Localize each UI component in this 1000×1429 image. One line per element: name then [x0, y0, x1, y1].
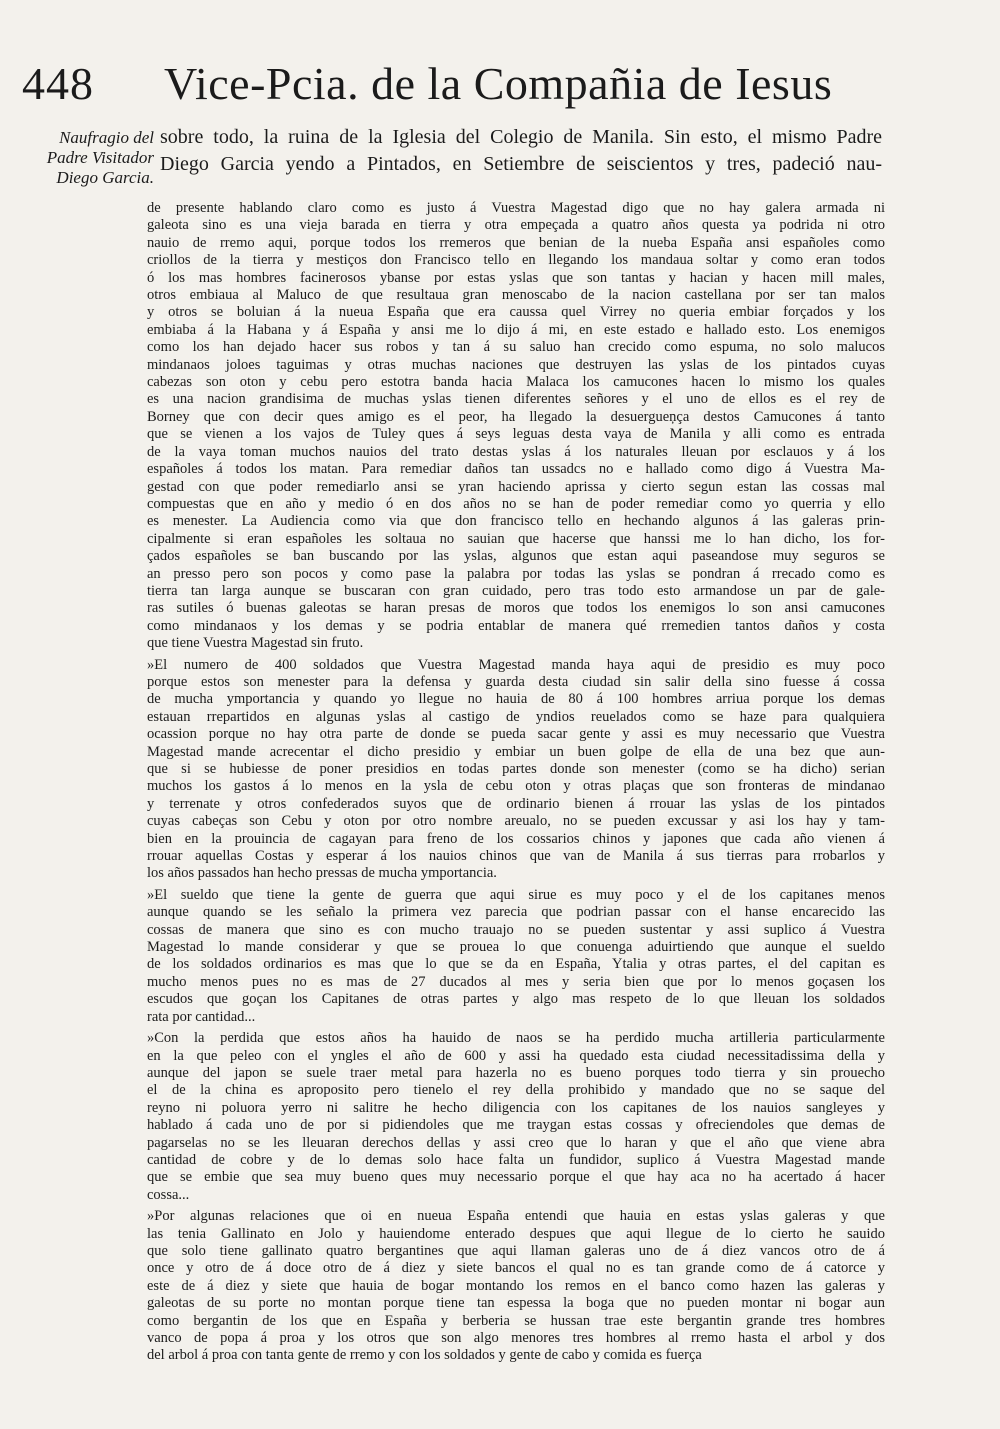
- text-line: bien en la prouincia de cagayan para freno de los cossarios chinos y japones que cada año vienen á: [147, 830, 885, 847]
- text-line: cipalmente si eran españoles les soltaua no sauian que hacerse que hanssi me lo han dicho, los for-: [147, 530, 885, 547]
- text-line: an presso pero son pocos y como pase la palabra por todas las yslas se pondran á rrecado como es: [147, 565, 885, 582]
- text-line: que se embie que sea muy bueno ques muy necessario porque el que hay aca no ha acertado á hacer: [147, 1169, 885, 1186]
- text-line: el de la china es aproposito pero tienelo el rey della prohibido y mandado que no se saque del: [147, 1082, 885, 1099]
- text-line: escudos que goçan los Capitanes de otras partes y algo mas respeto de lo que lleuan los soldados: [147, 991, 885, 1008]
- text-line: es una nacion grandisima de muchas yslas tienen diferentes señores y el uno de ellos es el rey de: [147, 391, 885, 408]
- text-line: hablado á cada uno de por si pidiendoles que me traygan estas cossas y ofreciendoles que demas de: [147, 1117, 885, 1134]
- text-line: galeotas de su porte no montan porque tiene tan espessa la boga que no pueden montar ni bogar aun: [147, 1295, 885, 1312]
- text-line: los años passados han hecho pressas de mucha ymportancia.: [147, 865, 497, 882]
- text-line: pagarselas no se les lleuaran derechos dellas y assi creo que lo haran y que el año que viene abra: [147, 1134, 885, 1151]
- margin-note-line: Diego Garcia.: [56, 168, 154, 187]
- text-line: tierra tan larga aunque se buscaran con gran cuidado, pero tras todo esto armandose un par de gale-: [147, 582, 885, 599]
- text-line: mindanaos joloes taguimas y otras muchas naciones que destruyen las yslas de los pintados cuyas: [147, 356, 885, 373]
- text-line: compuestas que en año y medio ó en dos años no se han de poder remediar como yo querria y ello: [147, 495, 885, 512]
- text-line: cuyas cabeças son Cebu y oton por otro nombre areualo, no se pueden excussar y asi los hay y tam-: [147, 813, 885, 830]
- text-line: nauio de rremo aqui, porque todos los rremeros que benian de la nueba España ansi españoles como: [147, 234, 885, 251]
- text-line: como mindanaos y los demas y se podria entablar de manera qué rremedien tantos daños y costa: [147, 617, 885, 634]
- text-line: criollos de la tierra y mestiços don Francisco tello en llegando los mandaua soltar y como eran todos: [147, 252, 885, 269]
- text-line: que si se hubiesse de poner presidios en todas partes donde son menester (como se ha dicho) serian: [147, 761, 885, 777]
- text-line: porque estos son menester para la defensa y guarda desta ciudad sin salir della sino fuesse á cossa: [147, 673, 885, 690]
- text-line: como bergantin de los que en España y berberia se hussan trae este bergantin grande tres hombres: [147, 1312, 885, 1329]
- text-line: muchos los gastos á lo menos en la ysla de cebu oton y otras plaças que son fronteras de mindanao: [147, 778, 885, 795]
- text-line: galeota sino es una vieja barada en tierra y otra empeçada a quatro años questa ya podrida ni otro: [147, 217, 885, 234]
- text-line: once y otro de á doce otro de á diez y siete bancos el qual no es tan grande como de á catorce y: [147, 1260, 885, 1277]
- text-line: de la vaya toman muchos nauios del trato destas yslas á los naturales lleuan por esclauos y á los: [147, 443, 885, 460]
- text-line: »Por algunas relaciones que oi en nueua España entendi que hauia en estas yslas galeras y que: [147, 1208, 885, 1225]
- text-line: aunque quando se les señalo la primera vez parecia que podrian passar con el hanse encarecido las: [147, 904, 885, 921]
- text-line: embiaba á la Habana y á España y ansi me lo dijo á mi, en este estado e hallado esto. Los enemigos: [147, 321, 885, 338]
- text-line: rata por cantidad...: [147, 1008, 256, 1025]
- text-line: çados españoles se ban buscando por las yslas, algunos que estan aqui paseandose muy seguros se: [147, 548, 885, 565]
- text-line: cossas de manera que sino es con mucho trauajo no se pueden sustentar y assi suplico á Vuestra: [147, 921, 885, 938]
- intro-paragraph: [160, 124, 882, 178]
- page-header: [22, 58, 982, 118]
- text-line: que tiene Vuestra Magestad sin fruto.: [147, 635, 364, 652]
- running-title: Vice-Pcia. de la Compañia de Iesus: [164, 58, 833, 109]
- text-line: en la que peleo con el yngles el año de 600 y assi ha quedado esta ciudad necessitadissima della y: [147, 1047, 885, 1064]
- text-line: rrouar aquellas Costas y esperar á los nauios chinos que van de Manila á sus tierras para rrobarlos y: [147, 848, 885, 865]
- text-line: reyno ni poluora yerro ni salitre he hecho diligencia con los capitanes de los nauios sangleyes y: [147, 1099, 885, 1116]
- margin-note-line: Padre Visitador: [46, 148, 154, 167]
- text-line: Borney que con decir ques amigo es el peor, ha llegado la desuergueņça destos Camucones á tanto: [147, 408, 885, 425]
- margin-note-line: Naufragio del: [59, 128, 154, 147]
- page-number: 448: [22, 58, 94, 109]
- text-line: ó los mas hombres facinerosos ybanse por estas yslas que son tantas y hacian y hacen mill males,: [147, 269, 885, 286]
- text-line: mucho menos pues no es mas de 27 ducados al mes y seria bien que por lo menos goçasen los: [147, 973, 885, 990]
- text-line: Magestad lo mande considerar y que se prouea lo que conuenga aduirtiendo que aunque el sueldo: [147, 939, 885, 956]
- text-line: ocassion porque no hay otra parte de donde se pueda sacar gente y assi es muy necessario que Vuestra: [147, 726, 885, 743]
- text-line: es menester. La Audiencia como via que don francisco tello en hechando algunos á las galeras prin-: [147, 513, 885, 530]
- text-line: que solo tiene gallinato quatro bergantines que aqui llaman galeras uno de á diez vancos otro de á: [147, 1242, 885, 1259]
- text-line: de los soldados ordinarios es mas que lo que se da en España, Ytalia y otras partes, el del capitan es: [147, 956, 885, 973]
- text-line: españoles á todos los matan. Para remediar daños tan ussadcs no e hallado como digo á Vuestra Ma-: [147, 461, 885, 478]
- text-line: cabezas son oton y cebu pero estotra banda hacia Malaca los camucones hacen lo mismo los quales: [147, 374, 885, 391]
- text-line: cossa...: [147, 1186, 190, 1203]
- text-line: de mucha ymportancia y quando yo llegue no hauia de 80 á 100 hombres arriua porque los demas: [147, 691, 885, 708]
- text-line: Magestad mande acrecentar el dicho presidio y embiar un buen golpe de ella de una bez que aun-: [147, 743, 885, 760]
- text-line: »El numero de 400 soldados que Vuestra Magestad manda haya aqui de presidio es muy poco: [147, 656, 885, 673]
- text-line: cantidad de cobre y de lo demas solo hace falta un fundidor, suplico á Vuestra Magestad mande: [147, 1151, 885, 1168]
- text-line: y terrenate y otros confederados suyos que de ordinario bienen á rrouar las yslas de los pintados: [147, 795, 885, 812]
- text-line: como los han dejado hacer sus robos y tan á su saluo han crecido como espuma, no solo malucos: [147, 339, 885, 356]
- text-line: estauan rrepartidos en algunas yslas al castigo de yndios reuelados como se haze para qualquiera: [147, 708, 885, 725]
- text-line: otros embiaua al Maluco de que resultaua gran menoscabo de la nacion castellana por ser tan malos: [147, 287, 885, 304]
- text-line: y otros se boluian á la nueua España que era caussa quel Virrey no queria embiar forçados y los: [147, 304, 885, 321]
- intro-line: Diego Garcia yendo a Pintados, en Setiembre de seiscientos y tres, padeció nau-: [160, 153, 882, 175]
- quoted-letter-text: [147, 200, 885, 1365]
- text-line: gestad con que poder remediarlo ansi se yran haciendo aprissa y cierto segun estan las cossas mal: [147, 478, 885, 495]
- text-line: que se vienen a los vajos de Tuley ques á seys leguas desta vaya de Manila y alli como es entrada: [147, 426, 885, 443]
- text-line: ras sutiles ó buenas galeotas se haran presas de moros que todos los enemigos lo son ansi camucones: [147, 600, 885, 617]
- text-line: aunque del japon se suele traer metal para hazerla no es bueno porques todo tierra y sin prouecho: [147, 1064, 885, 1081]
- text-line: »Con la perdida que estos años ha hauido de naos se ha perdido mucha artilleria particularmente: [147, 1030, 885, 1047]
- text-line: de presente hablando claro como es justo á Vuestra Magestad digo que no hay galera armada ni: [147, 200, 885, 216]
- intro-line: sobre todo, la ruina de la Iglesia del Colegio de Manila. Sin esto, el mismo Padre: [160, 126, 882, 148]
- text-line: este de á diez y siete que hauia de bogar montando los remos en el banco como hazen las galeras y: [147, 1277, 885, 1294]
- text-line: vanco de popa á proa y los otros que son algo menores tres hombres al rremo hasta el arbol y dos: [147, 1330, 885, 1346]
- text-line: »El sueldo que tiene la gente de guerra que aqui sirue es muy poco y el de los capitanes menos: [147, 886, 885, 903]
- margin-note: [14, 128, 154, 188]
- text-line: del arbol á proa con tanta gente de rremo y con los soldados y gente de cabo y comida es fuerça: [147, 1347, 702, 1364]
- text-line: las tenia Gallinato en Jolo y hauiendome enterado despues que aqui llegue de lo cierto he sauido: [147, 1225, 885, 1242]
